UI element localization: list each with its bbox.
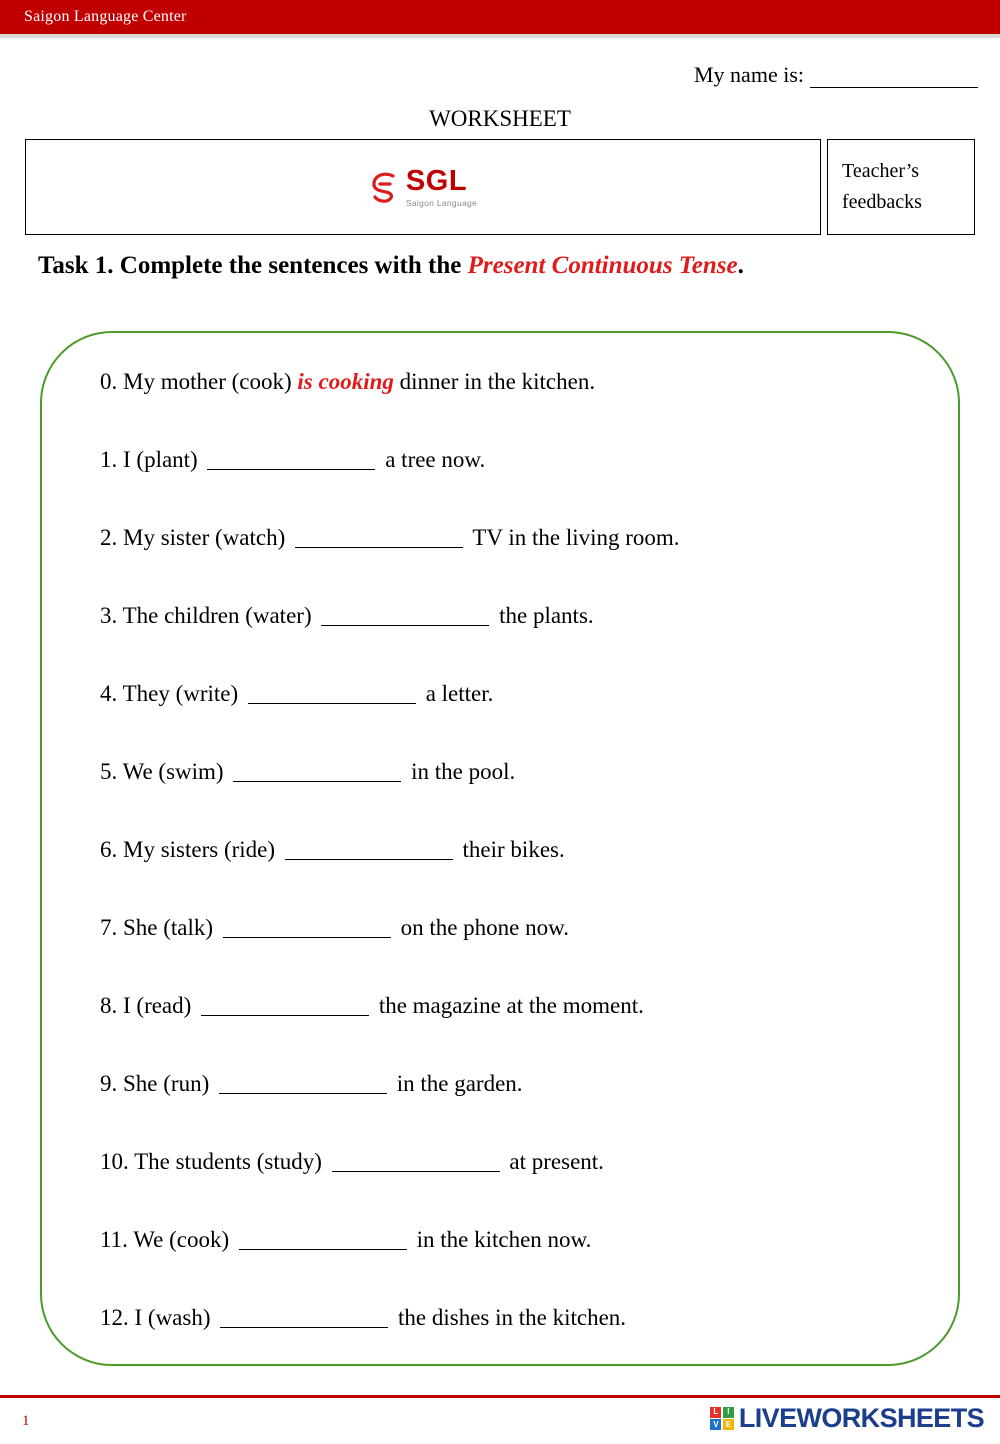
exercise-item [100, 915, 960, 993]
exercise-item [100, 837, 960, 915]
item-answer: is cooking [297, 369, 394, 394]
task-heading [38, 248, 838, 284]
logo-name: SGL [405, 164, 468, 197]
answer-input[interactable] [248, 688, 416, 704]
item-number: 0. [100, 369, 118, 394]
liveworksheets-wordmark: LIVEWORKSHEETS [738, 1403, 984, 1433]
footer-divider [0, 1395, 1000, 1398]
student-name-label: My name is: [694, 62, 804, 87]
answer-input[interactable] [321, 610, 489, 626]
item-text-after: the magazine at the moment. [373, 993, 644, 1018]
answer-input[interactable] [332, 1156, 500, 1172]
item-number: 12. [100, 1305, 129, 1330]
item-text-after: a tree now. [379, 447, 486, 472]
exercise-item [100, 1305, 960, 1383]
item-number: 11. [100, 1227, 128, 1252]
exercise-item [100, 369, 960, 447]
item-number: 5. [100, 759, 118, 784]
item-text-after: the plants. [493, 603, 594, 628]
sgl-swirl-icon [369, 170, 399, 204]
logo-text [405, 164, 478, 208]
item-text-before: My sisters (ride) [123, 837, 281, 862]
item-text-after: the dishes in the kitchen. [392, 1305, 627, 1330]
item-number: 4. [100, 681, 118, 706]
item-text-after: a letter. [419, 681, 494, 706]
item-number: 6. [100, 837, 118, 862]
answer-input[interactable] [295, 532, 463, 548]
liveworksheets-logo[interactable] [710, 1403, 984, 1434]
exercise-item [100, 681, 960, 759]
item-text-before: I (read) [123, 993, 198, 1018]
task-heading-prefix: Task 1. Complete the sentences with the [38, 252, 468, 279]
item-text-before: The students (study) [134, 1149, 328, 1174]
teacher-feedback-box[interactable] [827, 139, 975, 235]
answer-input[interactable] [220, 1312, 388, 1328]
page-title: WORKSHEET [429, 106, 571, 131]
logo-box [25, 139, 821, 235]
answer-input[interactable] [233, 766, 401, 782]
item-text-before: We (cook) [133, 1227, 235, 1252]
badge-letter-v: V [710, 1419, 721, 1430]
answer-input[interactable] [219, 1078, 387, 1094]
exercise-item [100, 1149, 960, 1227]
logo-subtitle: Saigon Language [405, 197, 478, 208]
item-text-before: I (wash) [134, 1305, 217, 1330]
item-number: 10. [100, 1149, 129, 1174]
item-text-before: She (run) [123, 1071, 215, 1096]
answer-input[interactable] [201, 1000, 369, 1016]
item-text-after: in the kitchen now. [410, 1227, 592, 1252]
item-number: 1. [100, 447, 118, 472]
liveworksheets-badge-icon [710, 1407, 734, 1431]
exercise-item [100, 1071, 960, 1149]
teacher-feedback-label-line1: Teacher’s [842, 160, 920, 182]
badge-letter-i: I [723, 1407, 734, 1418]
answer-input[interactable] [285, 844, 453, 860]
badge-letter-e: E [723, 1419, 734, 1430]
brand-title: Saigon Language Center [24, 8, 187, 25]
answer-input[interactable] [207, 454, 375, 470]
exercise-item [100, 993, 960, 1071]
student-name-line [694, 62, 978, 88]
item-number: 9. [100, 1071, 118, 1096]
item-text-after: on the phone now. [394, 915, 569, 940]
item-number: 8. [100, 993, 118, 1018]
item-text-after: dinner in the kitchen. [393, 369, 596, 394]
exercise-item [100, 525, 960, 603]
teacher-feedback-label-line2: feedbacks [842, 191, 922, 213]
item-text-after: TV in the living room. [467, 525, 680, 550]
exercise-item-list [100, 369, 960, 1383]
item-text-after: in the garden. [390, 1071, 523, 1096]
item-number: 2. [100, 525, 118, 550]
item-number: 7. [100, 915, 118, 940]
item-number: 3. [100, 603, 118, 628]
item-text-before: My mother (cook) [123, 369, 298, 394]
page-number: 1 [22, 1413, 30, 1429]
exercise-item [100, 759, 960, 837]
student-name-input[interactable] [810, 67, 978, 88]
task-heading-highlight: Present Continuous Tense [467, 252, 738, 279]
answer-input[interactable] [239, 1234, 407, 1250]
exercise-item [100, 447, 960, 525]
header-boxes [25, 139, 975, 235]
item-text-before: She (talk) [123, 915, 219, 940]
item-text-before: The children (water) [122, 603, 318, 628]
item-text-after: in the pool. [405, 759, 516, 784]
item-text-before: My sister (watch) [123, 525, 291, 550]
exercise-item [100, 603, 960, 681]
item-text-before: I (plant) [123, 447, 204, 472]
sgl-logo [369, 164, 478, 208]
item-text-after: their bikes. [456, 837, 565, 862]
exercise-item [100, 1227, 960, 1305]
task-heading-suffix: . [737, 252, 744, 279]
item-text-before: We (swim) [122, 759, 230, 784]
badge-letter-l: L [710, 1407, 721, 1418]
header-divider [0, 34, 1000, 38]
answer-input[interactable] [223, 922, 391, 938]
brand-header-bar [0, 0, 1000, 34]
item-text-after: at present. [503, 1149, 604, 1174]
item-text-before: They (write) [122, 681, 244, 706]
